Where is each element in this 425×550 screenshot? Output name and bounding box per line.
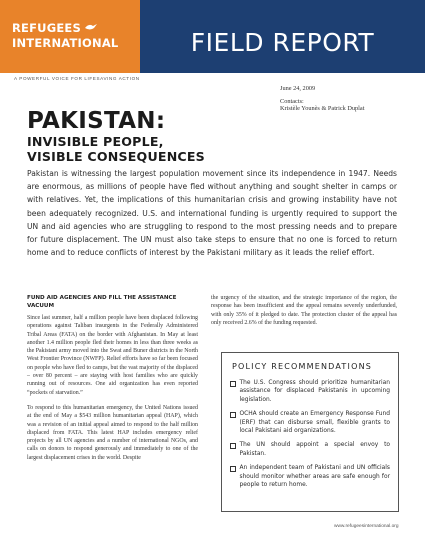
recommendation-text: OCHA should create an Emergency Response Fund (ERF) that can disburse small, flexible grants to local Pakistani aid organizations. xyxy=(239,411,390,435)
website-link[interactable]: www.refugeesinternational.org xyxy=(334,524,399,529)
header-banner xyxy=(0,0,425,73)
recommendation-text: The U.S. Congress should prioritize humanitarian assistance for displaced Pakistanis in upcoming legislation. xyxy=(239,380,390,403)
page-title: PAKISTAN: xyxy=(27,108,166,134)
logo xyxy=(0,0,140,73)
logo-text-international: INTERNATIONAL xyxy=(12,36,119,50)
lead-paragraph: Pakistan is witnessing the largest population movement since its independence in 1947. Needs are enormous, as millions of people have fled without anything and sought shelter in camps or with relatives. Yet, the implications of this humanitarian crisis and growing instability have not been adequately recognized. U.S. and international funding is urgently required to support the UN and aid agencies who are struggling to respond to the most pressing needs and to prepare for future displacement. The UN must also take steps to ensure that no one is forced to return home and to reduce conflicts of interest by the Pakistani military as it leads the relief effort. xyxy=(27,169,397,258)
page-subtitle-line2: VISIBLE CONSEQUENCES xyxy=(27,149,205,164)
report-type-heading: FIELD REPORT xyxy=(190,28,375,57)
contacts-label: Contacts: xyxy=(280,98,304,105)
policy-recommendations-box xyxy=(221,352,399,512)
body-paragraph-2: To respond to this humanitarian emergency, the United Nations issued at the end of May a $543 million humanitarian appeal (HAP), which was a revision of an initial appeal aimed to respond to the half million displaced from FATA. This latest HAP includes emergency relief projects by all UN agencies and a number of international NGOs, and calls on donors to respond generously and immediately to one of the largest displacement crises in the world. Despite xyxy=(27,404,198,461)
checkbox-icon xyxy=(230,381,236,387)
checkbox-icon xyxy=(230,412,236,418)
report-date: June 24, 2009 xyxy=(280,85,316,92)
tagline: A POWERFUL VOICE FOR LIFESAVING ACTION xyxy=(14,76,140,81)
checkbox-icon xyxy=(230,443,236,449)
policy-recommendations-title: POLICY RECOMMENDATIONS xyxy=(232,362,373,371)
body-column-left xyxy=(27,314,198,469)
recommendation-item xyxy=(230,441,390,458)
recommendation-item xyxy=(230,410,390,435)
recommendation-text: An independent team of Pakistani and UN officials should monitor whether areas are safe enough for people to return home. xyxy=(239,465,390,489)
checkbox-icon xyxy=(230,466,236,472)
recommendation-item xyxy=(230,464,390,489)
logo-dove-icon xyxy=(84,22,98,32)
recommendation-item xyxy=(230,379,390,404)
section-heading: FUND AID AGENCIES AND FILL THE ASSISTANCE VACUUM xyxy=(27,295,177,309)
page-subtitle-line1: INVISIBLE PEOPLE, xyxy=(27,134,164,149)
recommendation-text: The UN should appoint a special envoy to Pakistan. xyxy=(239,442,390,457)
contacts-names: Kristèle Younès & Patrick Duplat xyxy=(280,105,365,112)
body-paragraph-1: Since last summer, half a million people have been displaced following operations against Taliban insurgents in the Federally Administered Tribal Areas (FATA) on the border with Afghanistan. In May at least another 1.4 million people fled their homes in less than three weeks as the Pakistani army moved into the Swat and Buner districts in the North West Frontier Province (NWFP). Relief efforts have so far been focused on people who have fled to camps, but the vast majority of the displaced – over 80 percent – are staying with host families who are quickly running out of resources. One aid organization has even reported “pockets of starvation.” xyxy=(27,315,198,396)
body-column-right: the urgency of the situation, and the strategic importance of the region, the response has been insufficient and the appeal remains severely underfunded, with only 35% of it pledged to date. The protection cluster of the appeal has only received 2.6% of the funding requested. xyxy=(211,295,397,326)
logo-text-refugees: REFUGEES xyxy=(12,21,81,35)
